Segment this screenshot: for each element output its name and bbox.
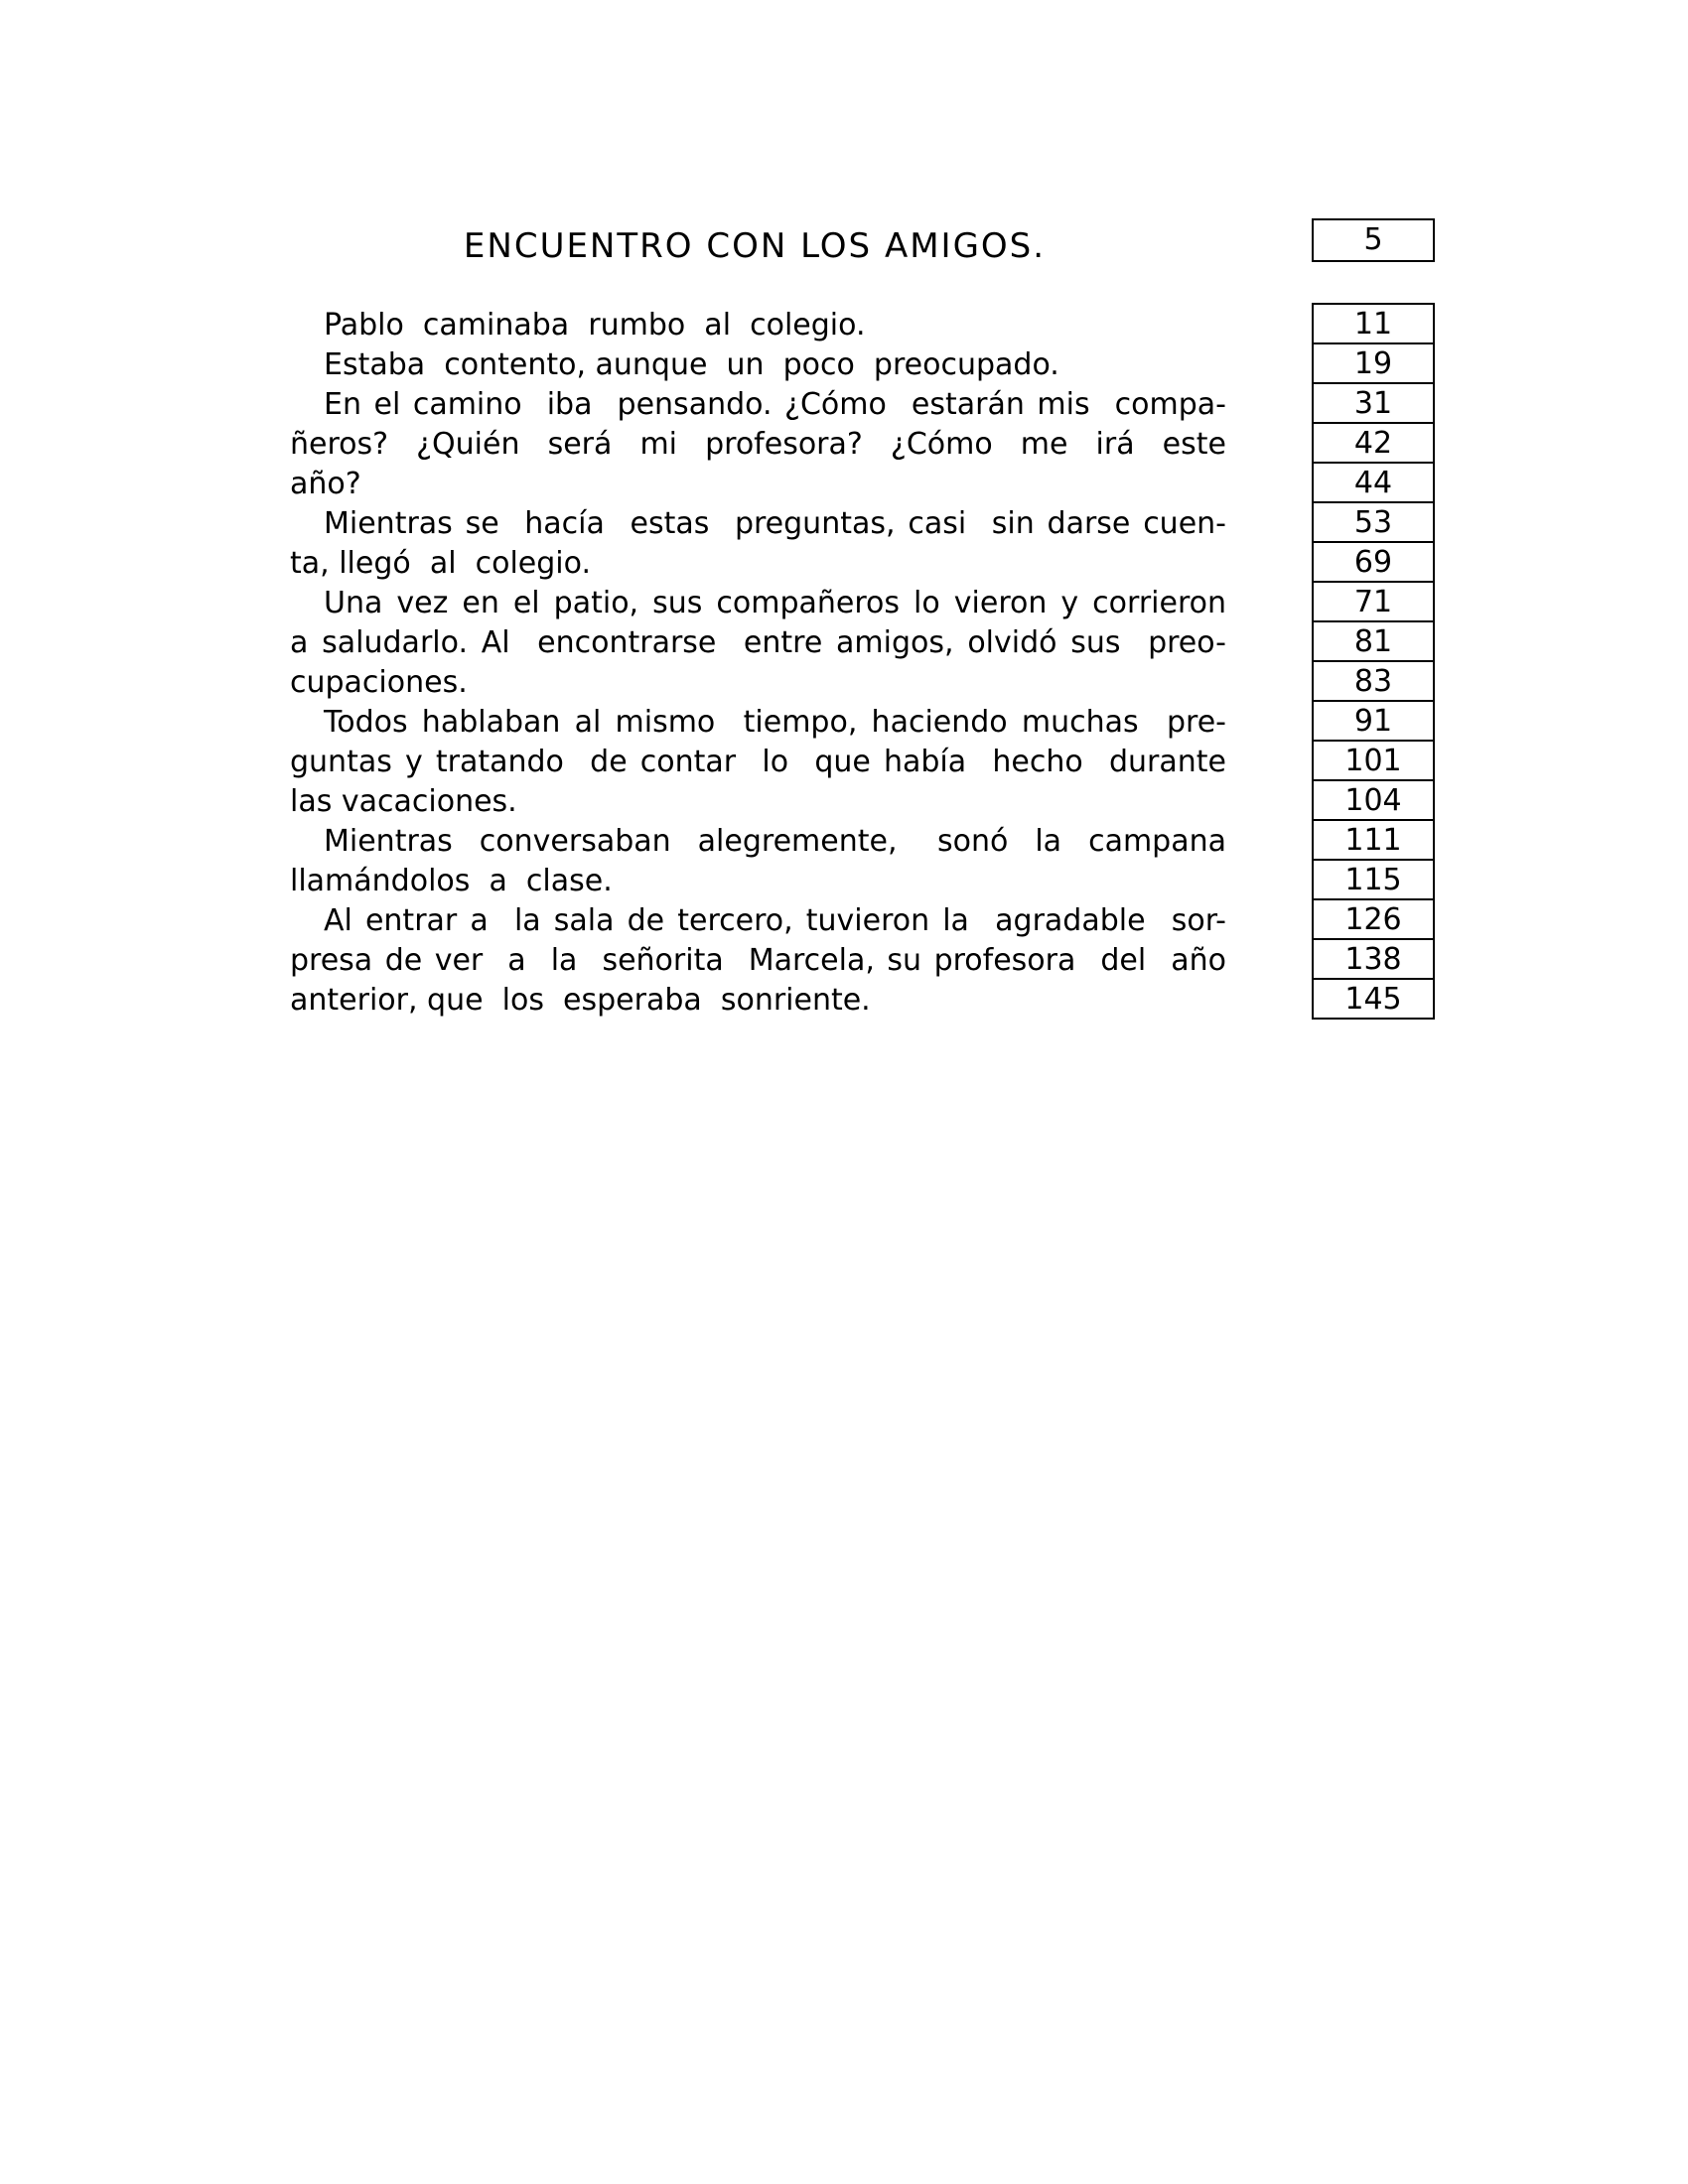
text-line: llamándolos a clase. — [290, 864, 613, 898]
text-line: ñeros? ¿Quién será mi profesora? ¿Cómo me irá este — [290, 427, 1226, 462]
word-count-cell: 101 — [1314, 742, 1433, 781]
word-count-cell: 69 — [1314, 543, 1433, 583]
text-line: anterior, que los esperaba sonriente. — [290, 983, 871, 1018]
word-count-cell: 44 — [1314, 464, 1433, 503]
word-count-cell: 104 — [1314, 781, 1433, 821]
word-count-cell: 71 — [1314, 583, 1433, 622]
word-count-cell: 91 — [1314, 702, 1433, 742]
word-count-cell: 81 — [1314, 622, 1433, 662]
text-line: guntas y tratando de contar lo que había hecho durante — [290, 745, 1226, 779]
word-count-cell: 145 — [1344, 982, 1402, 1017]
word-count-cell: 53 — [1314, 503, 1433, 543]
word-count-cell: 115 — [1314, 861, 1433, 900]
text-line: las vacaciones. — [290, 784, 517, 819]
word-count-cell: 42 — [1314, 424, 1433, 464]
text-line: año? — [290, 467, 361, 501]
text-line: cupaciones. — [290, 665, 468, 700]
title-word-count-box: 5 — [1312, 218, 1435, 262]
text-line: presa de ver a la señorita Marcela, su profesora del año — [290, 943, 1226, 978]
text-line: Estaba contento, aunque un poco preocupado. — [324, 347, 1059, 382]
text-line: ta, llegó al colegio. — [290, 546, 591, 581]
page-title: ENCUENTRO CON LOS AMIGOS. — [463, 226, 1047, 266]
text-line: Todos hablaban al mismo tiempo, haciendo muchas pre- — [324, 705, 1226, 740]
word-count-cell: 83 — [1314, 662, 1433, 702]
text-line: Mientras se hacía estas preguntas, casi sin darse cuen- — [324, 506, 1226, 541]
word-count-cell: 31 — [1314, 384, 1433, 424]
text-line: Mientras conversaban alegremente, sonó la campana — [324, 824, 1226, 859]
word-count-column — [1312, 303, 1435, 1020]
text-line: a saludarlo. Al encontrarse entre amigos, olvidó sus preo- — [290, 625, 1226, 660]
word-count-cell: 19 — [1314, 344, 1433, 384]
word-count-cell: 138 — [1314, 940, 1433, 980]
text-line: En el camino iba pensando. ¿Cómo estarán mis compa- — [324, 387, 1226, 422]
word-count-cell: 11 — [1314, 305, 1433, 344]
text-line: Al entrar a la sala de tercero, tuvieron la agradable sor- — [324, 903, 1226, 938]
text-line: Pablo caminaba rumbo al colegio. — [324, 308, 866, 342]
reading-text — [290, 306, 1226, 1021]
word-count-cell: 126 — [1314, 900, 1433, 940]
text-line: Una vez en el patio, sus compañeros lo vieron y corrieron — [324, 586, 1226, 620]
word-count-cell: 111 — [1314, 821, 1433, 861]
